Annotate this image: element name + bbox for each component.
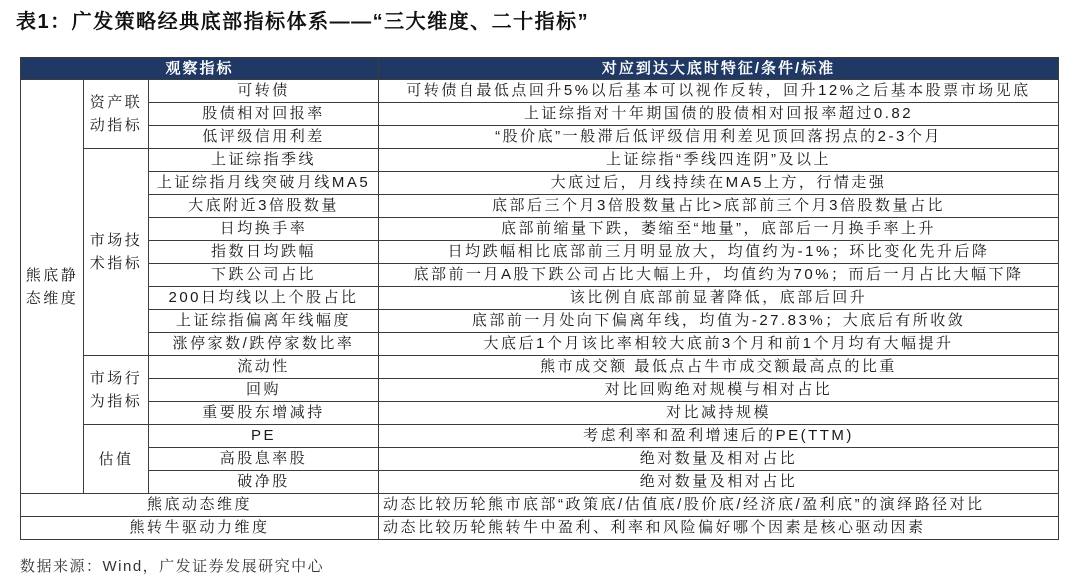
- driver-dimension-label: 熊转牛驱动力维度: [21, 517, 379, 540]
- table-row: [21, 172, 1059, 195]
- group-label-market-behavior: 市场行为指标: [84, 356, 149, 425]
- data-source-note: 数据来源：Wind，广发证券发展研究中心: [20, 558, 325, 575]
- table-row: [21, 517, 1059, 540]
- indicator-cell: 涨停家数/跌停家数比率: [149, 333, 379, 356]
- criteria-cell: 上证综指对十年期国债的股债相对回报率超过0.82: [379, 103, 1059, 126]
- indicator-cell: 200日均线以上个股占比: [149, 287, 379, 310]
- indicator-cell: 指数日均跌幅: [149, 241, 379, 264]
- criteria-cell: 底部前一月A股下跌公司占比大幅上升，均值约为70%；而后一月占比大幅下降: [379, 264, 1059, 287]
- indicator-cell: 可转债: [149, 80, 379, 103]
- criteria-cell: 动态比较历轮熊市底部“政策底/估值底/股价底/经济底/盈利底”的演绎路径对比: [379, 494, 1059, 517]
- criteria-cell: 大底过后，月线持续在MA5上方，行情走强: [379, 172, 1059, 195]
- criteria-cell: 上证综指“季线四连阴”及以上: [379, 149, 1059, 172]
- table-title: 表1：广发策略经典底部指标体系——“三大维度、二十指标”: [16, 11, 590, 33]
- criteria-cell: 该比例自底部前显著降低，底部后回升: [379, 287, 1059, 310]
- static-dimension-label: 熊底静态维度: [21, 80, 84, 494]
- indicator-cell: PE: [149, 425, 379, 448]
- indicator-cell: 破净股: [149, 471, 379, 494]
- table-row: [21, 287, 1059, 310]
- table-row: [21, 333, 1059, 356]
- group-label-market-technical: 市场技术指标: [84, 149, 149, 356]
- table-row: [21, 126, 1059, 149]
- bottom-indicator-table: [20, 57, 1059, 540]
- indicator-cell: 大底附近3倍股数量: [149, 195, 379, 218]
- table-row: [21, 356, 1059, 379]
- table-row: [21, 80, 1059, 103]
- table-row: [21, 241, 1059, 264]
- criteria-cell: 日均跌幅相比底部前三月明显放大，均值约为-1%；环比变化先升后降: [379, 241, 1059, 264]
- indicator-cell: 低评级信用利差: [149, 126, 379, 149]
- table-row: [21, 149, 1059, 172]
- table-row: [21, 103, 1059, 126]
- criteria-cell: 对比回购绝对规模与相对占比: [379, 379, 1059, 402]
- header-indicator: 观察指标: [21, 58, 379, 80]
- header-criteria: 对应到达大底时特征/条件/标准: [379, 58, 1059, 80]
- indicator-cell: 日均换手率: [149, 218, 379, 241]
- indicator-cell: 回购: [149, 379, 379, 402]
- table-row: [21, 471, 1059, 494]
- indicator-cell: 高股息率股: [149, 448, 379, 471]
- criteria-cell: 熊市成交额 最低点占牛市成交额最高点的比重: [379, 356, 1059, 379]
- table-row: [21, 218, 1059, 241]
- group-label-asset-linkage: 资产联动指标: [84, 80, 149, 149]
- criteria-cell: 大底后1个月该比率相较大底前3个月和前1个月均有大幅提升: [379, 333, 1059, 356]
- table-row: [21, 402, 1059, 425]
- indicator-cell: 流动性: [149, 356, 379, 379]
- indicator-cell: 重要股东增减持: [149, 402, 379, 425]
- criteria-cell: 可转债自最低点回升5%以后基本可以视作反转，回升12%之后基本股票市场见底: [379, 80, 1059, 103]
- criteria-cell: 底部前一月处向下偏离年线，均值为-27.83%；大底后有所收敛: [379, 310, 1059, 333]
- indicator-cell: 股债相对回报率: [149, 103, 379, 126]
- criteria-cell: 底部后三个月3倍股数量占比>底部前三个月3倍股数量占比: [379, 195, 1059, 218]
- table-row: [21, 264, 1059, 287]
- criteria-cell: 绝对数量及相对占比: [379, 448, 1059, 471]
- indicator-cell: 上证综指月线突破月线MA5: [149, 172, 379, 195]
- indicator-cell: 上证综指季线: [149, 149, 379, 172]
- criteria-cell: 对比减持规模: [379, 402, 1059, 425]
- indicator-cell: 下跌公司占比: [149, 264, 379, 287]
- table-row: [21, 448, 1059, 471]
- group-label-valuation: 估值: [84, 425, 149, 494]
- table-row: [21, 195, 1059, 218]
- criteria-cell: 考虑利率和盈利增速后的PE(TTM): [379, 425, 1059, 448]
- criteria-cell: 动态比较历轮熊转牛中盈利、利率和风险偏好哪个因素是核心驱动因素: [379, 517, 1059, 540]
- table-header-row: [21, 58, 1059, 80]
- table-row: [21, 494, 1059, 517]
- criteria-cell: 底部前缩量下跌，萎缩至“地量”，底部后一月换手率上升: [379, 218, 1059, 241]
- criteria-cell: 绝对数量及相对占比: [379, 471, 1059, 494]
- table-row: [21, 425, 1059, 448]
- criteria-cell: “股价底”一般滞后低评级信用利差见顶回落拐点的2-3个月: [379, 126, 1059, 149]
- table-row: [21, 379, 1059, 402]
- dynamic-dimension-label: 熊底动态维度: [21, 494, 379, 517]
- indicator-cell: 上证综指偏离年线幅度: [149, 310, 379, 333]
- table-row: [21, 310, 1059, 333]
